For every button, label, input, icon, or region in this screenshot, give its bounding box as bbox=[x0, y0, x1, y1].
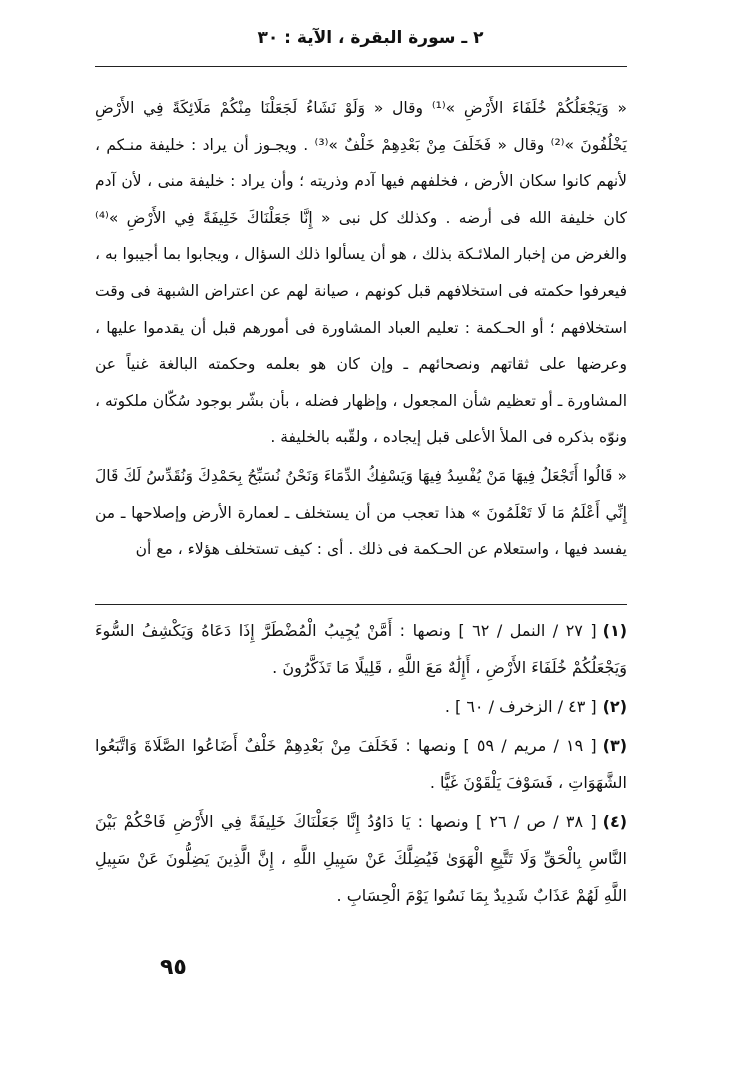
footnote-number: (٣) bbox=[602, 736, 628, 755]
footnote bbox=[95, 803, 627, 914]
footnote-number: (٢) bbox=[602, 697, 627, 716]
main-text bbox=[95, 90, 627, 568]
footnote-text: [ ٤٣ / الزخرف / ٦٠ ] . bbox=[444, 697, 597, 716]
body-paragraph: « وَيَجْعَلُكُمْ خُلَفَاءَ الأَرْضِ »⁽¹⁾ وقال « وَلَوْ نَشَاءُ لَجَعَلْنَا مِنْكُمْ مَلَائِكَةً فِي الأَرْضِ يَخْلُفُونَ »⁽²⁾ وقال « فَخَلَفَ مِنْ بَعْدِهِمْ خَلْفٌ »⁽³⁾ . ويجـوز أن يراد : خليفة منـكم ، لأنهم كانوا سكان الأرض ، فخلفهم فيها آدم وذريته ؛ وأن يراد : خليفة منى ، لأن آدم كان خليفة الله فى أرضه . وكذلك كل نبى « إِنَّا جَعَلْنَاكَ خَلِيفَةً فِي الأَرْضِ »⁽⁴⁾ والغرض من إخبار الملائـكة بذلك ، هو أن يسألوا ذلك السؤال ، ويجابوا بما أجيبوا به ، فيعرفوا حكمته فى استخلافهم قبل كونهم ، صيانة لهم عن اعتراض الشبهة فى وقت استخلافهم ؛ أو الحـكمة : تعليم العباد المشاورة فى أمورهم قبل أن يقدموا عليها ، وعرضها على ثقاتهم ونصحائهم ـ وإن كان هو بعلمه وحكمته البالغة غنياً عن المشاورة ـ أو تعظيم شأن المجعول ، وإظهار فضله ، بأن بشّر بوجود سُكّان ملكوته ، ونوّه بذكره فى الملأ الأعلى قبل إيجاده ، ولقّبه بالخليفة . bbox=[95, 99, 627, 447]
footnote-text: [ ٣٨ / ص / ٢٦ ] ونصها : يَا دَاوُدُ إِنَّا جَعَلْنَاكَ خَلِيفَةً فِي الأَرْضِ فَاحْكُمْ بَيْنَ النَّاسِ بِالْحَقِّ وَلَا تَتَّبِعِ الْهَوَىٰ فَيُضِلَّكَ عَنْ سَبِيلِ اللَّهِ ، إِنَّ الَّذِينَ يَضِلُّونَ عَنْ سَبِيلِ اللَّهِ لَهُمْ عَذَابٌ شَدِيدٌ بِمَا نَسُوا يَوْمَ الْحِسَابِ . bbox=[95, 812, 627, 905]
footnote-number: (١) bbox=[602, 621, 628, 640]
footnote-divider bbox=[95, 604, 627, 605]
header-divider bbox=[95, 66, 627, 67]
footnote bbox=[95, 612, 627, 686]
footnote bbox=[95, 727, 627, 801]
body-paragraph: « قَالُوا أَتَجْعَلُ فِيهَا مَنْ يُفْسِدُ فِيهَا وَيَسْفِكُ الدِّمَاءَ وَنَحْنُ نُسَبِّحُ بِحَمْدِكَ وَنُقَدِّسُ لَكَ قَالَ إِنِّي أَعْلَمُ مَا لَا تَعْلَمُونَ » هذا تعجب من أن يستخلف ـ لعمارة الأرض وإصلاحها ـ من يفسد فيها ، واستعلام عن الحـكمة فى ذلك . أى : كيف تستخلف هؤلاء ، مع أن bbox=[95, 466, 627, 559]
page-number: ٩٥ bbox=[160, 955, 187, 980]
page-header: ٢ ـ سورة البقرة ، الآية : ٣٠ bbox=[257, 28, 484, 48]
footnote-text: [ ٢٧ / النمل / ٦٢ ] ونصها : أَمَّنْ يُجِيبُ الْمُضْطَرَّ إِذَا دَعَاهُ وَيَكْشِفُ السُّوءَ وَيَجْعَلُكُمْ خُلَفَاءَ الأَرْضِ ، أَإِلَٰهٌ مَعَ اللَّهِ ، قَلِيلًا مَا تَذَكَّرُونَ . bbox=[95, 621, 627, 677]
footnote-text: [ ١٩ / مريم / ٥٩ ] ونصها : فَخَلَفَ مِنْ بَعْدِهِمْ خَلْفٌ أَضَاعُوا الصَّلَاةَ وَاتَّبَعُوا الشَّهَوَاتِ ، فَسَوْفَ يَلْقَوْنَ غَيًّا . bbox=[95, 736, 627, 792]
footnote-number: (٤) bbox=[602, 812, 628, 831]
footnotes bbox=[95, 612, 627, 916]
footnote bbox=[95, 688, 627, 725]
